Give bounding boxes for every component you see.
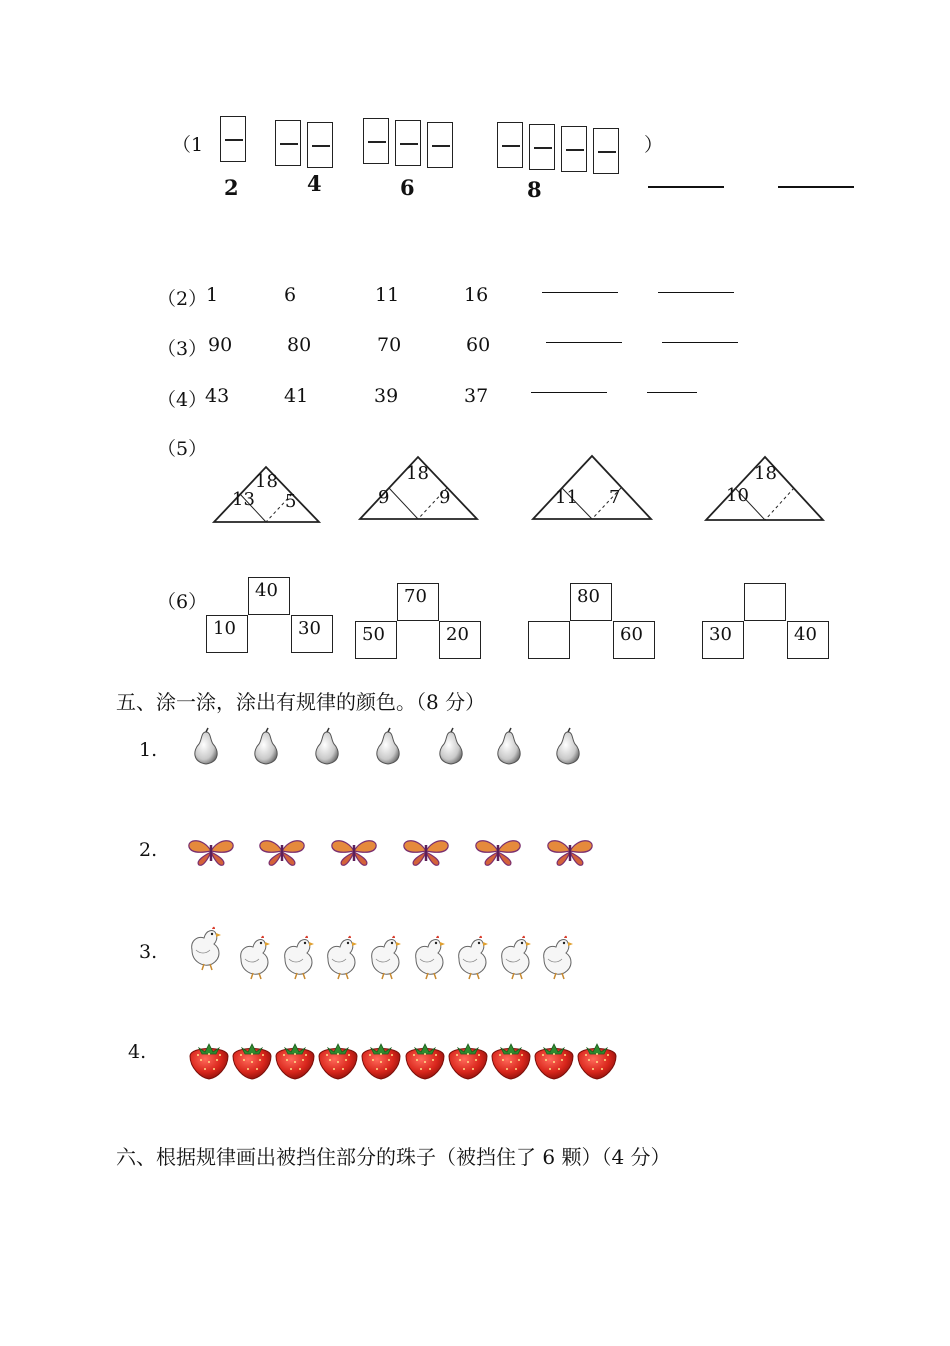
strawberry-picture[interactable]: [406, 1044, 444, 1079]
section-6-heading: 六、根据规律画出被挡住部分的珠子（被挡住了 6 颗）（4 分）: [116, 1145, 671, 1169]
pear-row: [195, 728, 579, 764]
butterfly-picture[interactable]: [548, 841, 592, 866]
sequence-number: 90: [208, 334, 233, 356]
triangle-left-number: 10: [726, 485, 749, 506]
q1-label: 2: [224, 175, 239, 200]
hen-picture[interactable]: [372, 936, 401, 979]
strawberry-picture[interactable]: [578, 1044, 616, 1079]
strawberry-picture[interactable]: [535, 1044, 573, 1079]
strawberry-picture[interactable]: [449, 1044, 487, 1079]
q1-close-paren: ）: [644, 134, 664, 156]
q4-label: （4）: [157, 389, 208, 411]
strawberry-picture[interactable]: [319, 1044, 357, 1079]
hen-picture[interactable]: [285, 936, 314, 979]
pear-picture[interactable]: [316, 728, 338, 764]
sequence-number: 11: [375, 284, 400, 306]
sequence-number: 39: [374, 385, 399, 407]
triangle-top-number: 18: [754, 463, 777, 484]
box-number: 80: [577, 586, 600, 607]
sequence-number: 43: [205, 385, 230, 407]
butterfly-picture[interactable]: [476, 841, 520, 866]
box-number: 20: [446, 624, 469, 645]
triangle-top-number: 18: [255, 471, 278, 492]
q5-label: （5）: [157, 438, 208, 460]
q1-label: 8: [527, 177, 542, 202]
box-number: 70: [404, 586, 427, 607]
box-number: 40: [794, 624, 817, 645]
q1-label: 4: [307, 171, 322, 196]
row-label: 2.: [139, 839, 158, 861]
hen-row: [192, 927, 573, 979]
box-number: 60: [620, 624, 643, 645]
pear-picture[interactable]: [195, 728, 217, 764]
hen-picture[interactable]: [192, 927, 221, 970]
hen-picture[interactable]: [241, 936, 270, 979]
box-number: 50: [362, 624, 385, 645]
butterfly-picture[interactable]: [189, 841, 233, 866]
box-number: 40: [255, 580, 278, 601]
sequence-number: 16: [464, 284, 489, 306]
hen-picture[interactable]: [459, 936, 488, 979]
hen-picture[interactable]: [416, 936, 445, 979]
sequence-number: 80: [287, 334, 312, 356]
pear-picture[interactable]: [557, 728, 579, 764]
sequence-number: 41: [284, 385, 309, 407]
box-number: 30: [298, 618, 321, 639]
box-number: 30: [709, 624, 732, 645]
butterfly-picture[interactable]: [332, 841, 376, 866]
section-5-heading: 五、涂一涂，涂出有规律的颜色。（8 分）: [116, 690, 486, 714]
q1-open-paren: （1: [172, 134, 204, 156]
butterfly-picture[interactable]: [260, 841, 304, 866]
butterfly-picture[interactable]: [404, 841, 448, 866]
box-number: 10: [213, 618, 236, 639]
triangle-left-number: 11: [555, 487, 578, 508]
sequence-number: 60: [466, 334, 491, 356]
triangle-right-number: 7: [609, 487, 621, 508]
pear-picture[interactable]: [498, 728, 520, 764]
sequence-number: 37: [464, 385, 489, 407]
triangle-right-number: 5: [285, 491, 297, 512]
sequence-number: 1: [206, 284, 219, 306]
q3-label: （3）: [157, 338, 208, 360]
triangle-right-number: 9: [439, 487, 451, 508]
triangle-top-number: 18: [406, 463, 429, 484]
row-label: 1.: [139, 739, 158, 761]
triangle-left-number: 9: [378, 487, 390, 508]
pear-picture[interactable]: [440, 728, 462, 764]
strawberry-row: [190, 1044, 616, 1079]
hen-picture[interactable]: [544, 936, 573, 979]
q1-label: 6: [400, 175, 415, 200]
sequence-number: 6: [284, 284, 297, 306]
pear-picture[interactable]: [255, 728, 277, 764]
triangle-left-number: 13: [232, 489, 255, 510]
row-label: 4.: [128, 1041, 147, 1063]
strawberry-picture[interactable]: [362, 1044, 400, 1079]
q6-label: （6）: [157, 591, 208, 613]
hen-picture[interactable]: [502, 936, 531, 979]
strawberry-picture[interactable]: [233, 1044, 271, 1079]
q2-label: （2）: [157, 288, 208, 310]
strawberry-picture[interactable]: [492, 1044, 530, 1079]
strawberry-picture[interactable]: [190, 1044, 228, 1079]
butterfly-row: [189, 841, 592, 866]
strawberry-picture[interactable]: [276, 1044, 314, 1079]
row-label: 3.: [139, 941, 158, 963]
sequence-number: 70: [377, 334, 402, 356]
pear-picture[interactable]: [377, 728, 399, 764]
hen-picture[interactable]: [328, 936, 357, 979]
